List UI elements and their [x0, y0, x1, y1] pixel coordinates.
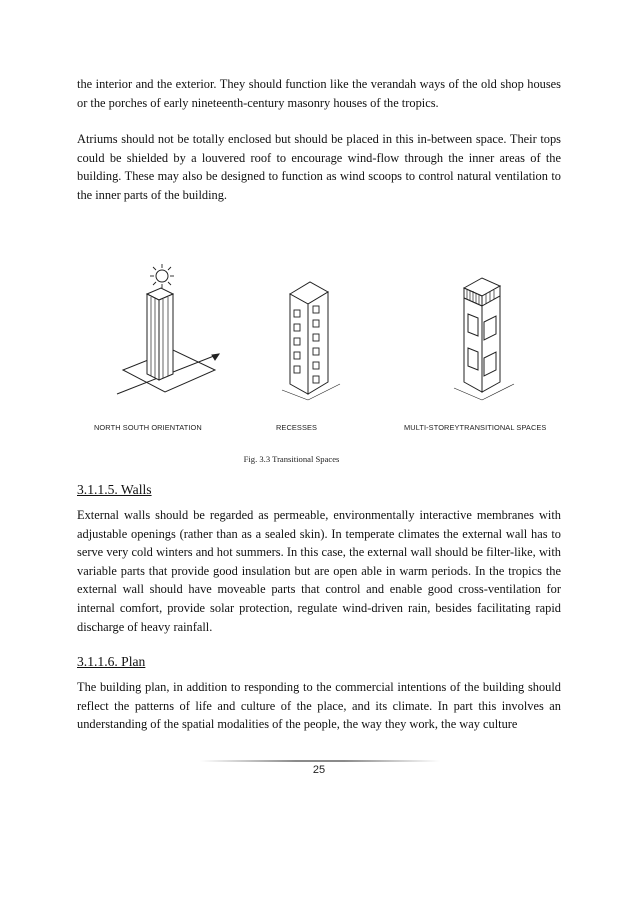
figure-label-multi-storey: MULTI-STOREYTRANSITIONAL SPACES: [404, 423, 547, 432]
figure-caption: [0, 454, 638, 464]
north-south-orientation-sketch: [115, 262, 225, 412]
footer-divider: [200, 760, 440, 762]
paragraph-plan: The building plan, in addition to responding to the commercial intentions of the building should reflect the patterns of life and culture of the place, and its climate. In part this involves an understanding of the spatial modalities of the people, the way they work, the way culture: [77, 680, 561, 732]
figure-caption-text: Fig. 3.3 Transitional Spaces: [243, 454, 340, 464]
section-heading-walls: 3.1.1.5. Walls: [77, 482, 152, 497]
multi-storey-transitional-spaces-sketch: [450, 270, 520, 402]
section-heading-plan: 3.1.1.6. Plan: [77, 654, 146, 669]
page-number: 25: [312, 764, 326, 776]
figure-label-north-south: NORTH SOUTH ORIENTATION: [94, 423, 202, 432]
recesses-sketch: [278, 272, 348, 402]
figure-label-recesses: RECESSES: [276, 423, 318, 432]
paragraph-interior-exterior: the interior and the exterior. They should function like the verandah ways of the old shop houses or the porches of early nineteenth-century masonry houses of the tropics.: [77, 77, 561, 110]
paragraph-walls: External walls should be regarded as permeable, environmentally interactive membranes with adjustable openings (rather than as a sealed skin). In temperate climates the external wall has to serve very cold winters and hot summers. In this case, the external wall should be filter-like, with variable parts that provide good insulation but are open able in warm periods. In the tropics the external wall should have moveable parts that control and enable good cross-ventilation for internal comfort, provide solar protection, regulate wind-driven rain, besides facilitating rapid discharge of heavy rainfall.: [77, 508, 561, 634]
paragraph-atriums: Atriums should not be totally enclosed but should be placed in this in-between space. Their tops could be shielded by a louvered roof to encourage wind-flow through the inner areas of the building. These may also be designed to function as wind scoops to control natural ventilation to the inner parts of the building.: [77, 132, 561, 202]
